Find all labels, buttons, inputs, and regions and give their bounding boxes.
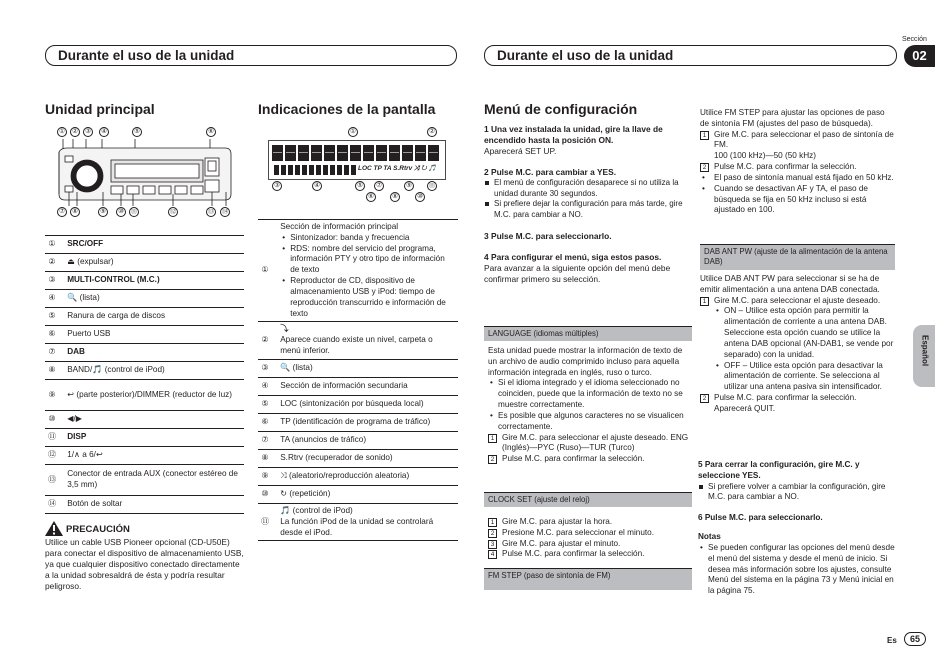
callout: ⑨	[404, 181, 414, 191]
row-text: ⏏ (expulsar)	[64, 254, 244, 272]
fm-step-values: 100 (100 kHz)—50 (50 kHz)	[714, 151, 816, 161]
row-num: ②	[45, 254, 64, 272]
title-unidad-principal: Unidad principal	[45, 101, 155, 117]
main-unit-table	[45, 235, 244, 514]
row-num: ④	[45, 290, 64, 308]
callout: ⑤	[355, 181, 365, 191]
callout: ②	[427, 127, 437, 137]
callout: ⑪	[130, 208, 138, 215]
dab-step	[700, 393, 895, 415]
row1-item: • RDS: nombre del servicio del programa, información PTY y otro tipo de información de texto	[280, 244, 455, 276]
row-num: ⑤	[45, 308, 64, 326]
row-num: ⑦	[258, 431, 277, 449]
fm-step	[700, 130, 895, 152]
language-bullet: • Es posible que algunos caracteres no se visualicen correctamente.	[488, 411, 692, 433]
row-text: Sección de información secundaria	[277, 377, 458, 395]
clock-box: CLOCK SET (ajuste del reloj)	[484, 492, 692, 507]
dab-ant-box: DAB ANT PW (ajuste de la alimentación de la antena DAB)	[700, 244, 895, 270]
row1-item: • Reproductor de CD, dispositivo de almacenamiento USB y iPod: tiempo de reproducción transcurrido e información de texto	[280, 276, 455, 319]
step-5: 5 Para cerrar la configuración, gire M.C. y seleccione YES.	[698, 460, 860, 480]
callout: ④	[99, 127, 109, 137]
clock-step	[488, 528, 692, 539]
warning-icon	[45, 521, 63, 536]
callout: ⑪	[428, 182, 436, 189]
row-text: DAB	[64, 344, 244, 362]
dab-text: Utilice DAB ANT PW para seleccionar si se ha de emitir alimentación a una antena DAB conectada.	[700, 274, 880, 294]
callout: ⑭	[221, 208, 229, 215]
fm-bullet: • El paso de sintonía manual está fijado en 50 kHz.	[700, 173, 895, 184]
col4-dab	[700, 274, 895, 415]
step-box: 1	[488, 434, 497, 443]
fm-step-text: Gire M.C. para seleccionar el paso de sintonía de FM.	[714, 129, 894, 150]
callout: ⑥	[366, 192, 376, 202]
callout: ⑥	[206, 127, 216, 137]
language-box: LANGUAGE (idiomas múltiples)	[484, 326, 692, 341]
banner-right: Durante el uso de la unidad	[484, 45, 897, 66]
level-icon: ⤵	[280, 324, 289, 334]
section-label: Sección	[902, 36, 927, 43]
row-num: ③	[258, 359, 277, 377]
row-num: ⑨	[258, 467, 277, 485]
notes-bullet: • Se pueden configurar las opciones del menú desde el menú del sistema y desde el menú de inicio. Si desea más información sobre los ajustes, consulte Menú del sistema en la página 73 y Menú inicial en la página 75.	[698, 543, 895, 597]
step-box: 4	[488, 550, 497, 559]
row-text: 🔍 (lista)	[64, 290, 244, 308]
row-num: ⑬	[45, 465, 64, 496]
step-2-note: Si prefiere dejar la configuración para más tarde, gire M.C. para cambiar a NO.	[484, 199, 692, 220]
row-text: Ranura de carga de discos	[64, 308, 244, 326]
callout: ⑧	[390, 192, 400, 202]
fm-step	[700, 162, 895, 173]
fm-text: Utilice FM STEP para ajustar las opciones de paso de sintonía FM (ajustes del paso de búsqueda).	[700, 108, 885, 128]
step-box: 2	[700, 394, 709, 403]
step-box: 1	[700, 131, 709, 140]
col4-fm	[700, 108, 895, 216]
row-num: ⑪	[45, 429, 64, 447]
callout: ④	[312, 181, 322, 191]
row-num: ⑥	[258, 413, 277, 431]
row-text: 🔍 (lista)	[277, 359, 458, 377]
row-text: TP (identificación de programa de tráfico)	[277, 413, 458, 431]
side-tab-label: Español	[920, 335, 930, 367]
step-3: 3 Pulse M.C. para seleccionarlo.	[484, 230, 612, 241]
fm-step-box: FM STEP (paso de sintonía de FM)	[484, 568, 692, 590]
row-text	[277, 220, 458, 322]
callout: ①	[348, 127, 358, 137]
step-1-body: Aparecerá SET UP.	[484, 146, 557, 157]
language-step-text: Gire M.C. para seleccionar el ajuste deseado. ENG (Inglés)—PYC (Ruso)—TUR (Turco)	[502, 432, 689, 453]
dab-option-on: • ON – Utilice esta opción para permitir la alimentación de corriente a una antena DAB. Seleccione esta opción cuando se utilice la antena DAB opcional (AN-DAB1, se vende por separado) con la unidad.	[714, 306, 895, 360]
title-menu-config: Menú de configuración	[484, 101, 638, 117]
callout: ②	[70, 127, 80, 137]
fm-bullet: • Cuando se desactivan AF y TA, el paso de búsqueda se fija en 50 kHz incluso si está ajustado en 100.	[700, 184, 895, 216]
row-num: ①	[45, 236, 64, 254]
row-num: ⑥	[45, 326, 64, 344]
step-2: 2 Pulse M.C. para cambiar a YES.	[484, 167, 617, 178]
dab-step-text: Gire M.C. para seleccionar el ajuste deseado.	[714, 295, 881, 305]
display-indicators: LOC TP TA S.Rtrv ⤨ ↻ 🎵	[358, 165, 437, 172]
callout: ③	[83, 127, 93, 137]
clock-step-text: Gire M.C. para ajustar la hora.	[502, 517, 613, 526]
row-num: ①	[258, 220, 277, 322]
step-4: 4 Para configurar el menú, siga estos pasos.	[484, 251, 662, 262]
section-number: 02	[904, 45, 935, 67]
dab-step	[700, 296, 895, 307]
row-text: ⤨ (aleatorio/reproducción aleatoria)	[277, 467, 458, 485]
row-text: ◀/▶	[64, 411, 244, 429]
row11-line2: La función iPod de la unidad se controlará desde el iPod.	[280, 516, 434, 537]
step-box: 2	[488, 455, 497, 464]
step-6: 6 Pulse M.C. para seleccionarlo.	[698, 513, 823, 523]
clock-step	[488, 549, 692, 560]
row-num: ④	[258, 377, 277, 395]
row-num: ②	[258, 322, 277, 359]
side-tab	[913, 325, 935, 387]
row-num: ⑪	[258, 503, 277, 540]
callout: ⑩	[415, 192, 425, 202]
step-4-body: Para avanzar a la siguiente opción del menú debe confirmar primero su selección.	[484, 262, 671, 284]
row-num: ⑭	[45, 496, 64, 514]
row-text: ↩ (parte posterior)/DIMMER (reductor de luz)	[64, 380, 244, 411]
head-unit-illustration	[55, 138, 235, 206]
step-2-note: El menú de configuración desaparece si no utiliza la unidad durante 30 segundos.	[484, 178, 692, 199]
step-box: 2	[488, 529, 497, 538]
callout: ⑨	[98, 207, 108, 217]
step-box: 3	[488, 540, 497, 549]
step-box: 1	[700, 297, 709, 306]
row-num: ⑨	[45, 380, 64, 411]
caution-text: Utilice un cable USB Pioneer opcional (CD-U50E) para conectar el dispositivo de almacenamiento USB, ya que cualquier dispositivo conectado directamente a la unidad sobresaldrá de ésta y podría resultar peligroso.	[45, 537, 244, 592]
dab-option-off: • OFF – Utilice esta opción para desactivar la alimentación de corriente. Se selecciona al utilizar una antena pasiva sin intensificador.	[714, 361, 895, 393]
dab-step-text: Pulse M.C. para confirmar la selección. Aparecerá QUIT.	[714, 393, 857, 413]
row-num: ⑦	[45, 344, 64, 362]
row-text	[277, 322, 458, 359]
clock-step-text: Gire M.C. para ajustar el minuto.	[502, 538, 621, 548]
banner-left: Durante el uso de la unidad	[45, 45, 457, 66]
row-num: ⑧	[258, 449, 277, 467]
notes-title: Notas	[698, 532, 721, 542]
row-text: Conector de entrada AUX (conector estéreo de 3,5 mm)	[64, 465, 244, 496]
footer-lang: Es	[887, 636, 897, 645]
row-text: Botón de soltar	[64, 496, 244, 514]
row-num: ⑧	[45, 362, 64, 380]
col4-steps	[698, 460, 895, 597]
clock-step-text: Pulse M.C. para confirmar la selección.	[502, 549, 645, 559]
clock-step-text: Presione M.C. para seleccionar el minuto.	[502, 527, 654, 537]
row-num: ③	[45, 272, 64, 290]
callout: ⑤	[132, 127, 142, 137]
display-illustration	[268, 140, 446, 180]
callout: ⑬	[207, 208, 215, 215]
step-box: 2	[700, 163, 709, 172]
step-5-note: Si prefiere volver a cambiar la configuración, gire M.C. para cambiar a NO.	[698, 482, 895, 504]
row-text	[277, 503, 458, 540]
row-num: ⑫	[45, 447, 64, 465]
language-bullet: • Si el idioma integrado y el idioma seleccionado no coinciden, puede que la información de texto no se muestre correctamente.	[488, 378, 692, 410]
caution-title: PRECAUCIÓN	[66, 524, 130, 535]
row-text: SRC/OFF	[64, 236, 244, 254]
row-text: BAND/🎵 (control de iPod)	[64, 362, 244, 380]
row1-item: • Sintonizador: banda y frecuencia	[280, 233, 455, 244]
row-text: Puerto USB	[64, 326, 244, 344]
language-text: Esta unidad puede mostrar la información de texto de un archivo de audio comprimido incluso para aquella información integrada en inglés, ruso o turco.	[488, 346, 683, 377]
row2-text: Aparece cuando existe un nivel, carpeta o menú inferior.	[280, 335, 433, 356]
row1-title: Sección de información principal	[280, 222, 399, 231]
language-step	[488, 433, 692, 455]
row-text: TA (anuncios de tráfico)	[277, 431, 458, 449]
display-table	[258, 219, 458, 541]
row-text: DISP	[64, 429, 244, 447]
fm-step-text: Pulse M.C. para confirmar la selección.	[714, 162, 857, 172]
step-box: 1	[488, 518, 497, 527]
callout: ①	[57, 127, 67, 137]
callout: ⑩	[116, 207, 126, 217]
callout: ③	[272, 181, 282, 191]
title-indicaciones: Indicaciones de la pantalla	[258, 101, 436, 117]
row11-line1: 🎵 (control de iPod)	[280, 505, 353, 515]
row-num: ⑩	[45, 411, 64, 429]
language-section	[488, 346, 692, 465]
row-text: LOC (sintonización por búsqueda local)	[277, 395, 458, 413]
row-num: ⑤	[258, 395, 277, 413]
row-text: ↻ (repetición)	[277, 485, 458, 503]
row-text: MULTI-CONTROL (M.C.)	[64, 272, 244, 290]
clock-step	[488, 517, 692, 528]
language-step-text: Pulse M.C. para confirmar la selección.	[502, 454, 645, 464]
callout: ⑫	[169, 208, 177, 215]
language-step	[488, 454, 692, 465]
step-1: 1 Una vez instalada la unidad, gire la llave de encendido hasta la posición ON.	[484, 124, 663, 146]
clock-step	[488, 539, 692, 550]
row-text: S.Rtrv (recuperador de sonido)	[277, 449, 458, 467]
row-num: ⑩	[258, 485, 277, 503]
callout: ⑦	[374, 181, 384, 191]
clock-section	[488, 517, 692, 560]
callout: ⑧	[70, 207, 80, 217]
callout: ⑦	[57, 207, 67, 217]
page-number: 65	[904, 632, 926, 646]
col3-text	[484, 124, 692, 285]
row-text: 1/∧ a 6/↩	[64, 447, 244, 465]
